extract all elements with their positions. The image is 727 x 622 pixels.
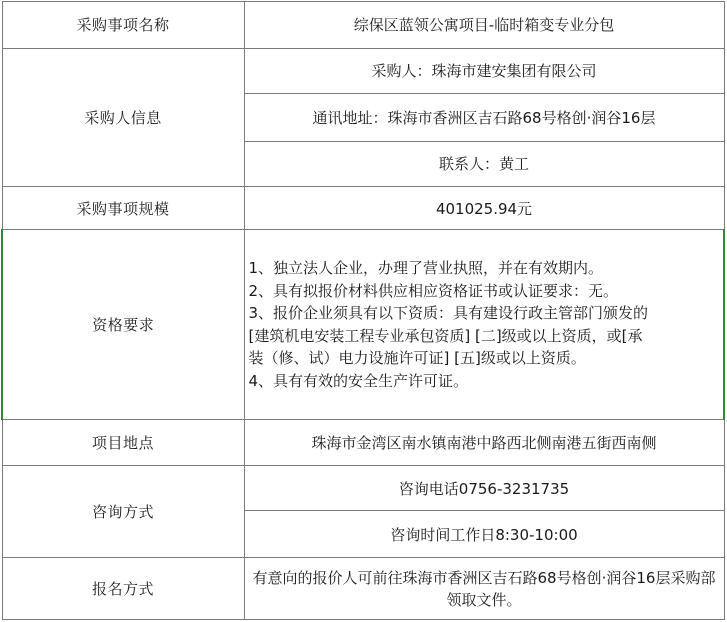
row-qualification xyxy=(2,230,724,420)
row-location xyxy=(2,420,724,466)
buyer-contact-value: 联系人：黄工 xyxy=(244,141,724,186)
procurement-info-table xyxy=(1,1,725,620)
qualification-label: 资格要求 xyxy=(2,230,244,420)
item-name-value: 综保区蓝领公寓项目-临时箱变专业分包 xyxy=(244,2,724,49)
row-item-name xyxy=(2,2,724,49)
scale-label: 采购事项规模 xyxy=(2,186,244,230)
buyer-address-value: 通讯地址：珠海市香洲区吉石路68号格创·润谷16层 xyxy=(244,93,724,141)
location-label: 项目地点 xyxy=(2,420,244,466)
consult-label: 咨询方式 xyxy=(2,466,244,558)
buyer-name-value: 采购人：珠海市建安集团有限公司 xyxy=(244,48,724,93)
row-scale xyxy=(2,186,724,230)
qualification-line: [建筑机电安装工程专业承包资质] [二]级或以上资质，或[承 xyxy=(248,326,643,345)
qualification-line: 4、具有有效的安全生产许可证。 xyxy=(248,371,469,390)
consult-hours-value: 咨询时间工作日8:30-10:00 xyxy=(244,511,724,558)
row-consult-phone xyxy=(2,466,724,511)
registration-label: 报名方式 xyxy=(2,558,244,620)
location-value: 珠海市金湾区南水镇南港中路西北侧南港五街西南侧 xyxy=(244,420,724,466)
qualification-line: 3、报价企业须具有以下资质：具有建设行政主管部门颁发的 xyxy=(248,304,649,323)
consult-phone-value: 咨询电话0756-3231735 xyxy=(244,466,724,511)
qualification-line: 2、具有拟报价材料供应相应资格证书或认证要求：无。 xyxy=(248,281,619,300)
item-name-label: 采购事项名称 xyxy=(2,2,244,49)
qualification-line: 装（修、试）电力设施许可证] [五]级或以上资质。 xyxy=(248,349,586,368)
qualification-requirements xyxy=(244,230,724,420)
registration-value: 有意向的报价人可前往珠海市香洲区吉石路68号格创·润谷16层采购部领取文件。 xyxy=(244,558,724,620)
qualification-line: 1、独立法人企业，办理了营业执照，并在有效期内。 xyxy=(248,259,604,278)
row-buyer-name xyxy=(2,48,724,93)
scale-value: 401025.94元 xyxy=(244,186,724,230)
row-registration xyxy=(2,558,724,620)
buyer-info-label: 采购人信息 xyxy=(2,48,244,186)
